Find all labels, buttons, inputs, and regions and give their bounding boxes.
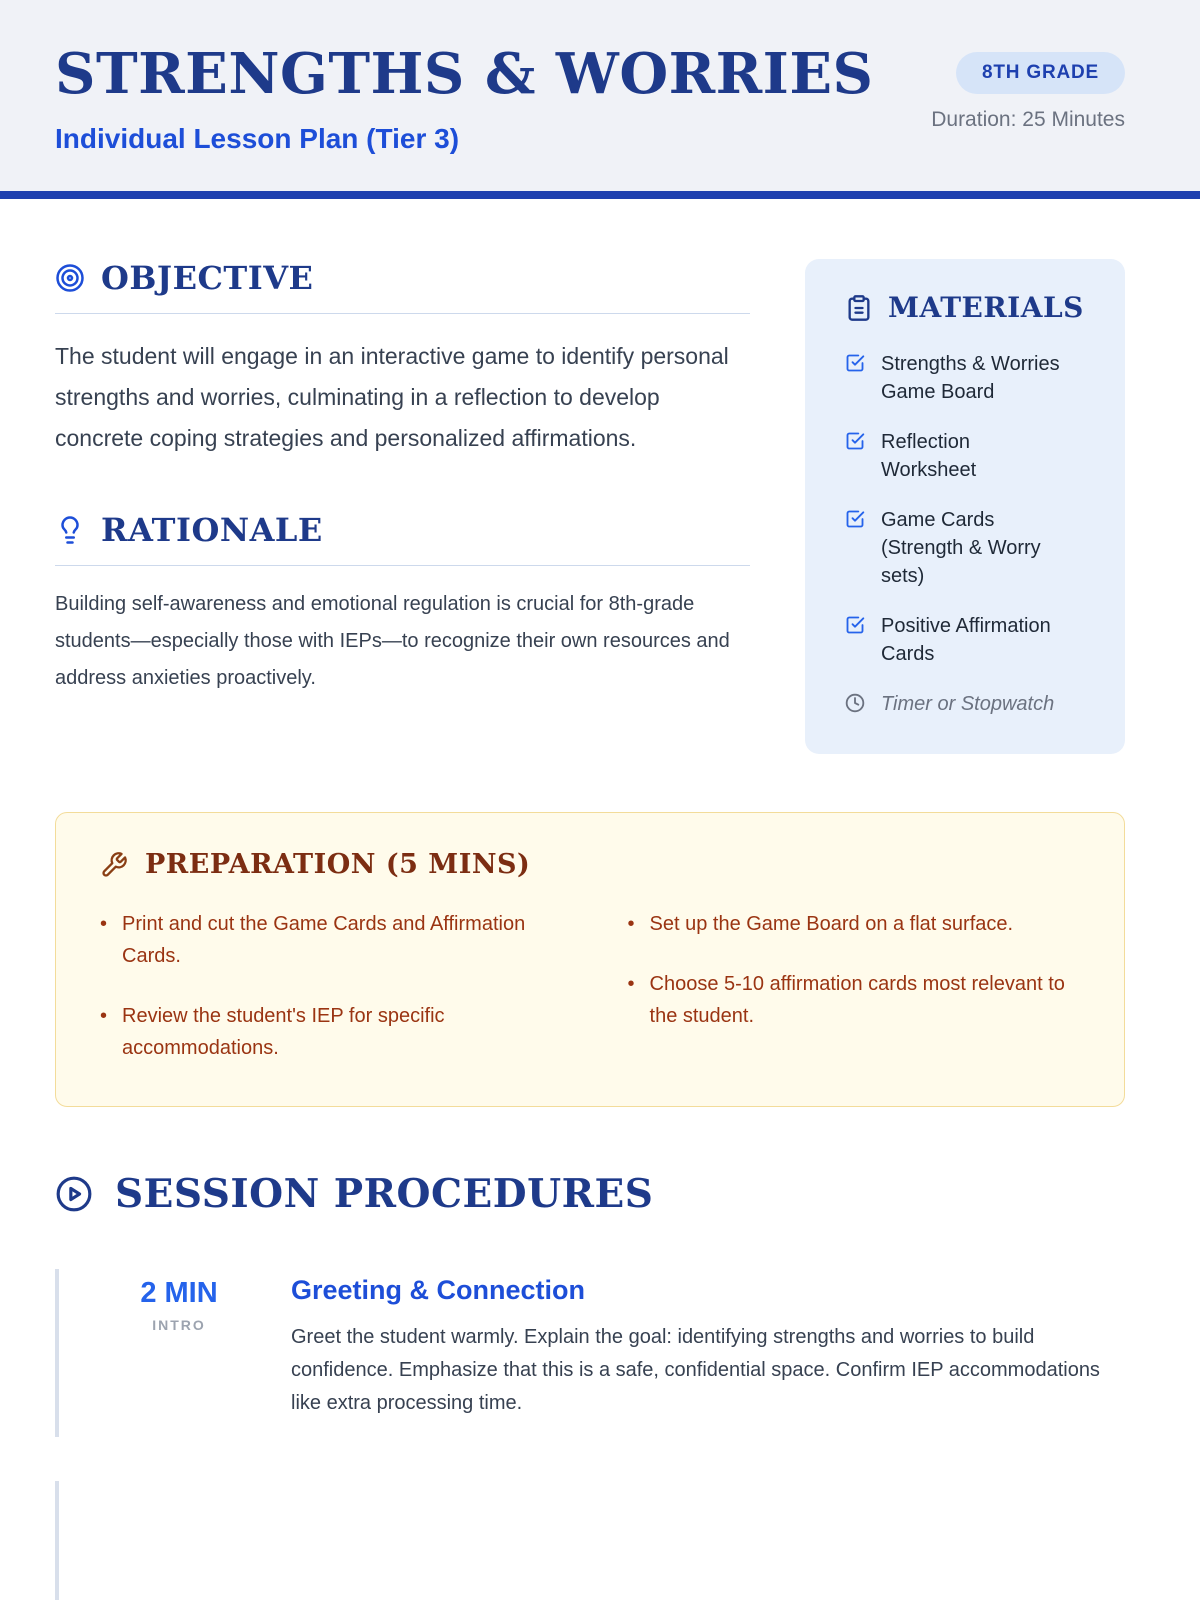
lightbulb-icon	[55, 515, 85, 545]
objective-body: The student will engage in an interactive game to identify personal strengths and worries, culminating in a reflection to develop concrete coping strategies and personalized affirmations.	[55, 343, 729, 451]
prep-item-text: Print and cut the Game Cards and Affirmation Cards.	[122, 913, 526, 968]
session-procedures-section	[55, 1171, 1125, 1217]
material-item-optional	[845, 690, 1097, 718]
page-subtitle: Individual Lesson Plan (Tier 3)	[55, 123, 460, 155]
target-icon	[55, 263, 85, 293]
header-right	[931, 46, 1125, 132]
divider	[55, 313, 750, 314]
preparation-heading: PREPARATION (5 MINS)	[145, 849, 531, 881]
steps-timeline	[55, 1269, 1125, 1600]
duration-text: Duration: 25 Minutes	[931, 108, 1125, 131]
right-column	[805, 259, 1125, 754]
step-title: Greeting & Connection	[291, 1275, 586, 1306]
header-left	[55, 41, 874, 155]
prep-item	[100, 1000, 553, 1064]
prep-item	[628, 968, 1081, 1032]
step-duration: 2 MIN	[140, 1277, 218, 1310]
checkbox-icon	[845, 431, 865, 451]
checkbox-icon	[845, 509, 865, 529]
next-step-timeline-stub	[55, 1481, 1125, 1600]
main-content	[0, 259, 1200, 1600]
step-item	[55, 1269, 1125, 1437]
materials-card	[805, 259, 1125, 754]
material-item	[845, 612, 1097, 668]
material-label: Strengths & Worries Game Board	[881, 353, 1060, 404]
bullet: •	[100, 913, 108, 936]
session-procedures-heading: SESSION PROCEDURES	[115, 1171, 654, 1218]
clipboard-icon	[845, 294, 873, 322]
material-label: Game Cards (Strength & Worry sets)	[881, 509, 1041, 588]
prep-item-text: Choose 5-10 affirmation cards most relevant to the student.	[649, 973, 1065, 1028]
material-label: Timer or Stopwatch	[881, 693, 1055, 716]
objective-heading: OBJECTIVE	[101, 259, 314, 298]
divider	[55, 565, 750, 566]
prep-column-right	[628, 908, 1081, 1064]
materials-heading: MATERIALS	[888, 291, 1084, 325]
step-time-block	[123, 1275, 235, 1421]
materials-list	[845, 350, 1097, 718]
rationale-body: Building self-awareness and emotional regulation is crucial for 8th-grade students—especially those with IEPs—to recognize their own resources and address anxieties proactively.	[55, 592, 730, 689]
bullet: •	[627, 973, 635, 996]
material-item	[845, 428, 1097, 484]
left-column	[55, 259, 750, 697]
bullet: •	[100, 1005, 108, 1028]
material-label: Positive Affirmation Cards	[881, 615, 1051, 666]
material-label: Reflection Worksheet	[881, 431, 977, 482]
page-title: STRENGTHS & WORRIES	[55, 41, 874, 107]
rationale-heading: RATIONALE	[101, 510, 323, 549]
step-tag: INTRO	[152, 1317, 206, 1334]
prep-item	[100, 908, 553, 972]
prep-item-text: Review the student's IEP for specific accommodations.	[122, 1005, 445, 1060]
play-circle-icon	[55, 1175, 93, 1213]
checkbox-icon	[845, 615, 865, 635]
material-item	[845, 350, 1097, 406]
prep-item	[628, 908, 1081, 940]
step-text: Greet the student warmly. Explain the goal: identifying strengths and worries to build confidence. Emphasize that this is a safe, confidential space. Confirm IEP accommodations like extra processing time.	[291, 1326, 1100, 1415]
checkbox-icon	[845, 353, 865, 373]
material-item	[845, 506, 1097, 590]
prep-column-left	[100, 908, 553, 1064]
rationale-section	[55, 511, 750, 697]
bullet: •	[627, 913, 635, 936]
grade-badge: 8TH GRADE	[956, 52, 1125, 94]
header	[0, 0, 1200, 199]
wrench-icon	[100, 851, 128, 879]
step-body	[291, 1275, 1125, 1421]
objective-section	[55, 259, 750, 459]
preparation-box	[55, 812, 1125, 1107]
prep-item-text: Set up the Game Board on a flat surface.	[649, 913, 1014, 936]
clock-icon	[845, 693, 865, 713]
